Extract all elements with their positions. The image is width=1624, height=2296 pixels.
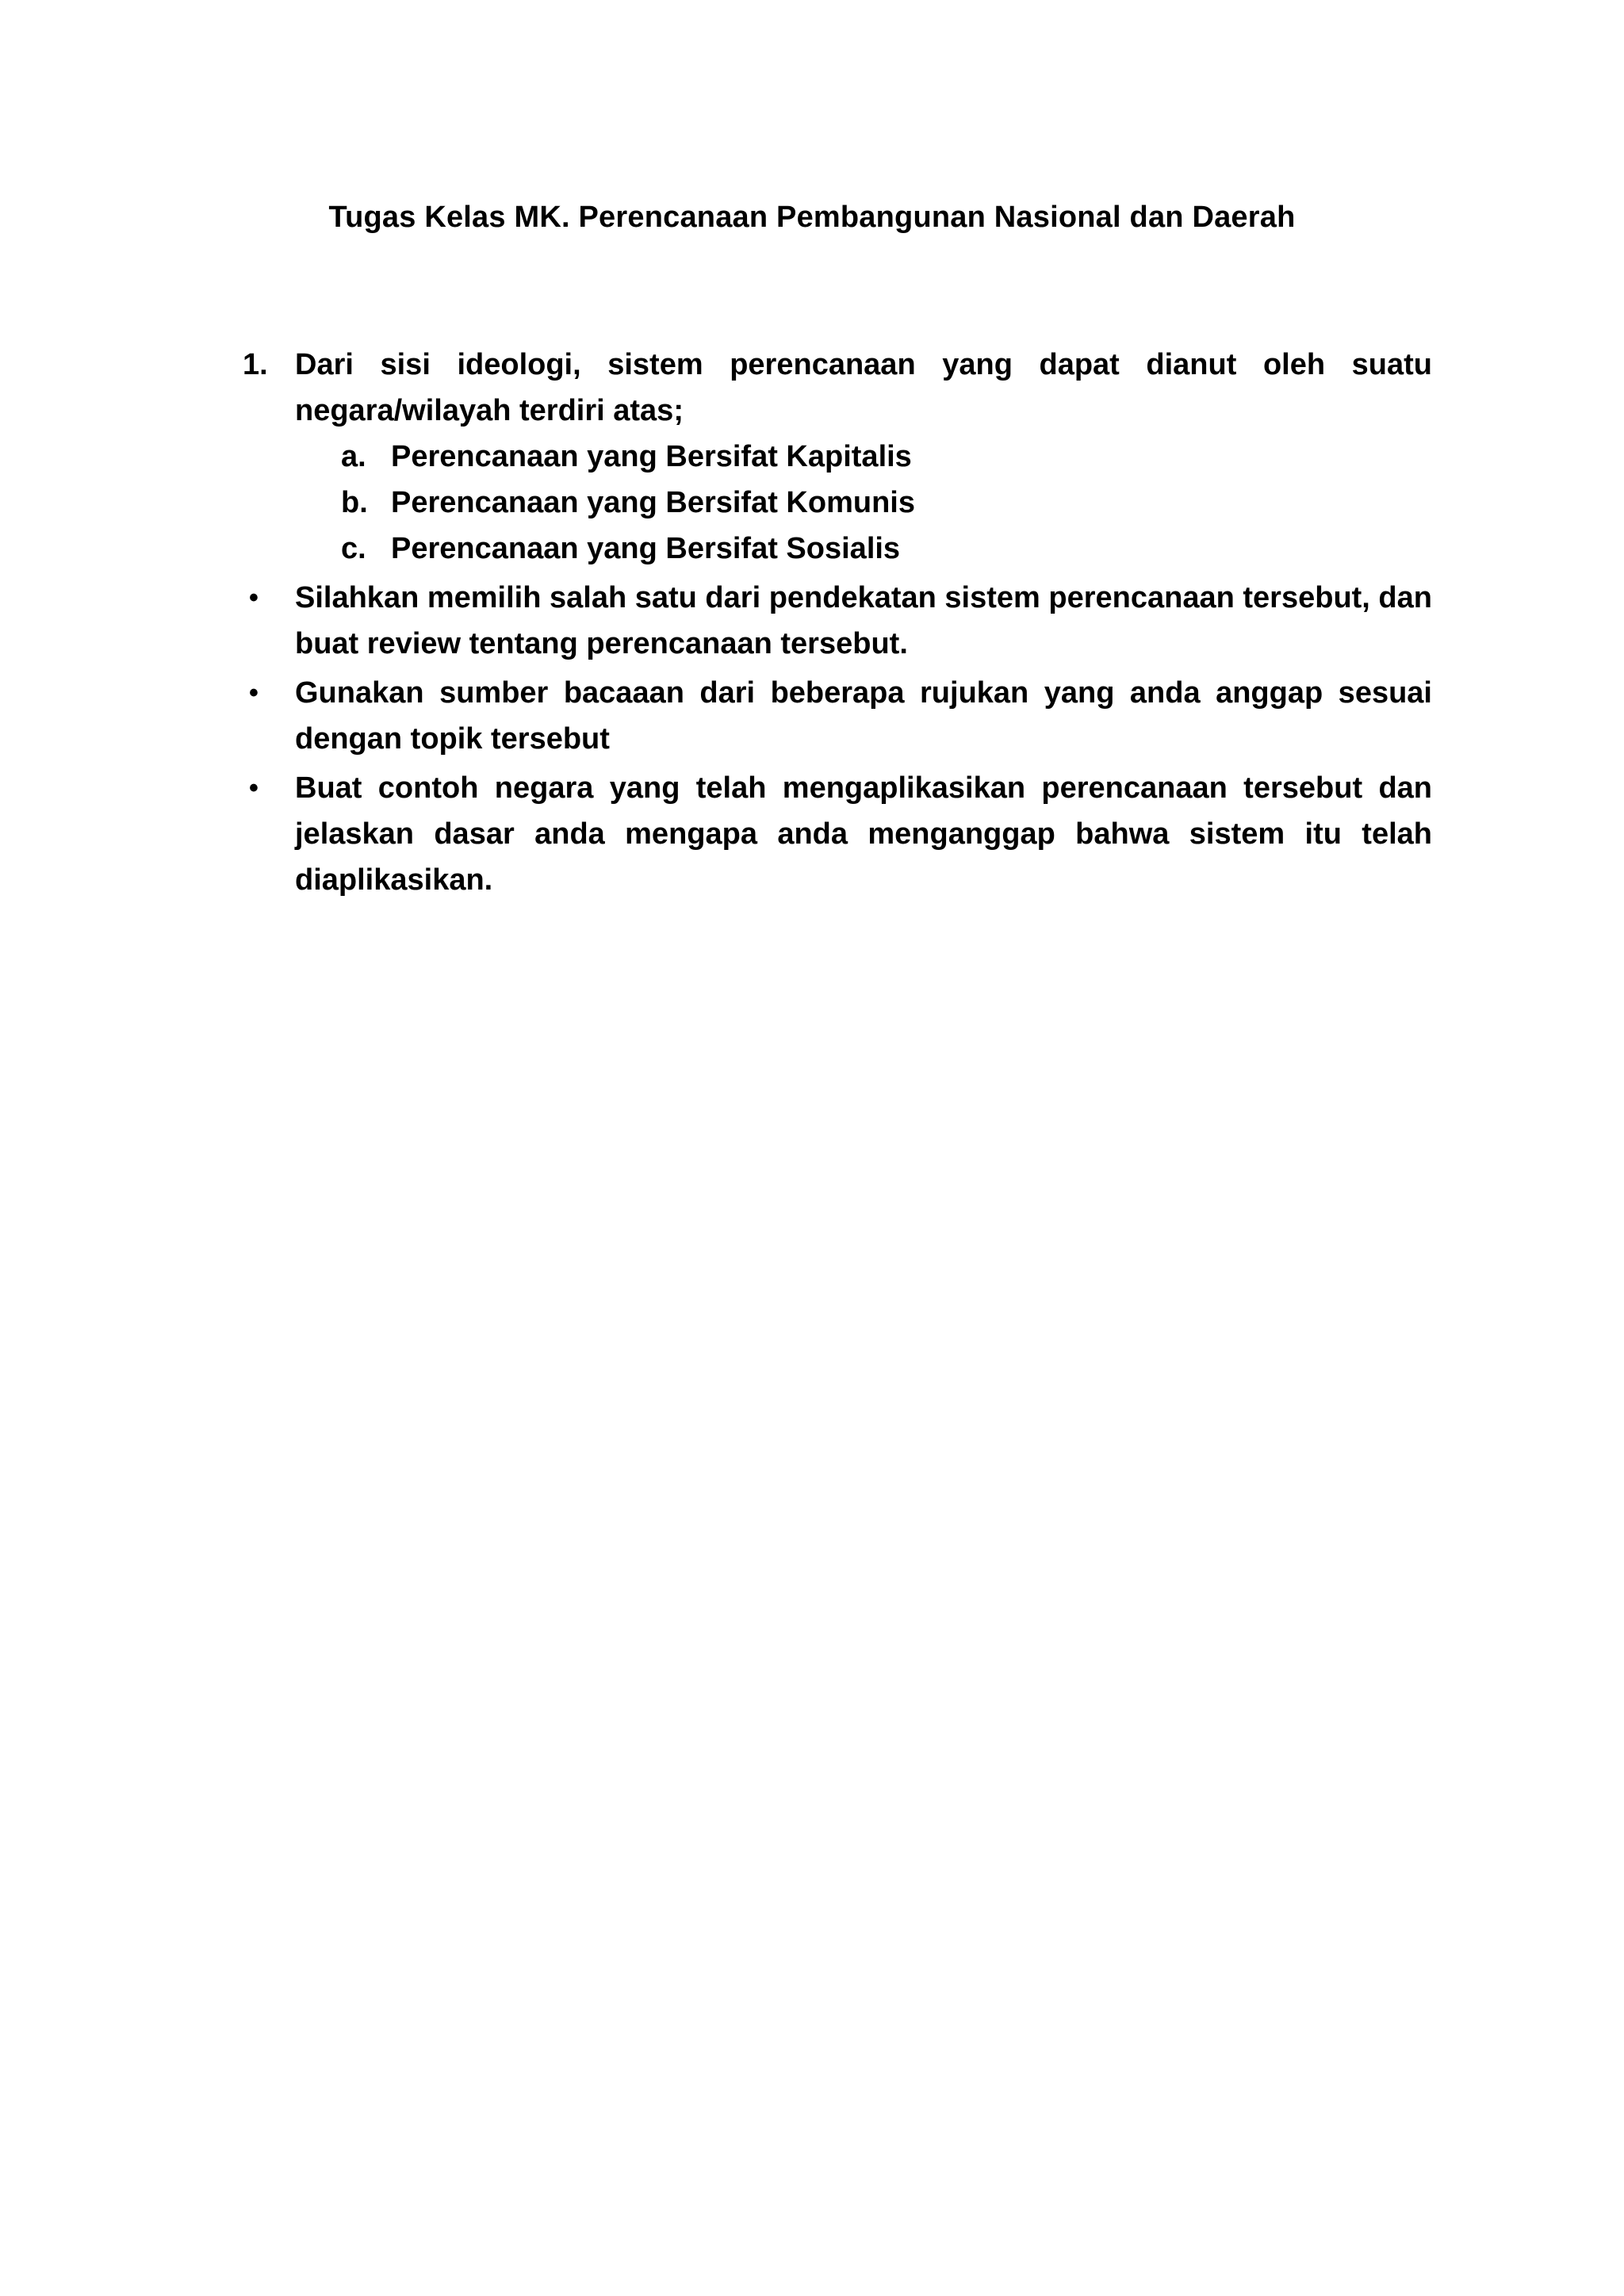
list-number: 1. <box>243 348 268 381</box>
sub-item-c <box>243 526 1432 572</box>
numbered-item-text: Dari sisi ideologi, sistem perencanaan yang dapat dianut oleh suatu negara/wilayah terdiri atas; <box>295 348 1432 427</box>
sub-item-letter: b. <box>341 486 368 519</box>
bullet-text: Silahkan memilih salah satu dari pendekatan sistem perencanaan tersebut, dan buat review tentang perencanaan tersebut. <box>295 581 1432 660</box>
sub-item-a <box>243 434 1432 480</box>
sub-item-b <box>243 480 1432 526</box>
document-body <box>243 342 1432 903</box>
sub-item-text: Perencanaan yang Bersifat Komunis <box>391 486 915 519</box>
bullet-icon: • <box>249 583 259 613</box>
numbered-item-1 <box>243 342 1432 434</box>
bullet-icon: • <box>249 773 259 803</box>
sub-list <box>243 434 1432 572</box>
bullet-item-1 <box>243 575 1432 667</box>
sub-item-text: Perencanaan yang Bersifat Sosialis <box>391 532 901 565</box>
bullet-item-3 <box>243 765 1432 903</box>
bullet-item-2 <box>243 670 1432 762</box>
bullet-text: Gunakan sumber bacaaan dari beberapa rujukan yang anda anggap sesuai dengan topik tersebut <box>295 676 1432 756</box>
bullet-text: Buat contoh negara yang telah mengaplikasikan perencanaan tersebut dan jelaskan dasar anda mengapa anda menganggap bahwa sistem itu telah diaplikasikan. <box>295 771 1432 897</box>
page-title: Tugas Kelas MK. Perencanaan Pembangunan Nasional dan Daerah <box>328 201 1296 234</box>
bullet-icon: • <box>249 678 259 708</box>
sub-item-letter: a. <box>341 440 366 473</box>
sub-item-letter: c. <box>341 532 366 565</box>
sub-item-text: Perencanaan yang Bersifat Kapitalis <box>391 440 912 473</box>
